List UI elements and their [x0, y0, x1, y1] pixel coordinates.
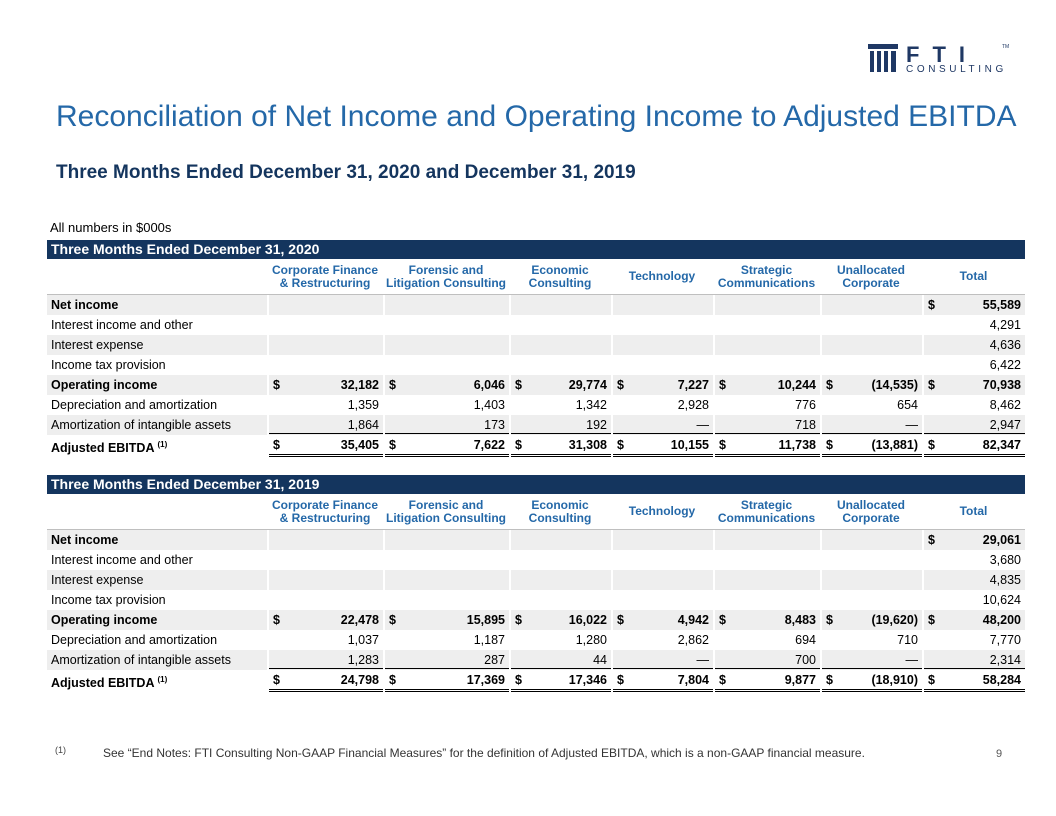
cell-value: 8,483	[784, 613, 816, 627]
row-label	[47, 570, 267, 590]
table-cell	[267, 395, 383, 415]
table-cell	[383, 530, 509, 550]
cell-value: 710	[897, 633, 918, 647]
row-label	[47, 415, 267, 435]
cell-value: 35,405	[340, 438, 379, 452]
table-cell	[267, 670, 383, 692]
cell-value: 8,462	[989, 398, 1021, 412]
row-label-text: Net income	[51, 533, 119, 547]
dollar-sign: $	[389, 673, 396, 687]
cell-value: 55,589	[982, 298, 1021, 312]
table-cell	[922, 630, 1025, 650]
table-cell	[611, 295, 713, 315]
table-cell	[383, 550, 509, 570]
table-cell	[611, 415, 713, 435]
table-cell	[713, 295, 820, 315]
cell-value: 6,422	[989, 358, 1021, 372]
row-label-text: Income tax provision	[51, 593, 166, 607]
table-cell	[922, 590, 1025, 610]
table-cell	[267, 550, 383, 570]
table-cell	[383, 315, 509, 335]
dollar-sign: $	[273, 613, 280, 627]
table-cell	[820, 610, 922, 630]
cell-value: —	[905, 653, 918, 667]
table-cell	[383, 650, 509, 670]
table-cell	[509, 570, 611, 590]
table-cell	[820, 590, 922, 610]
cell-value: 10,244	[777, 378, 816, 392]
footnote-marker: (1)	[55, 745, 66, 755]
cell-value: 44	[593, 653, 607, 667]
table-cell	[383, 630, 509, 650]
table-cell	[713, 610, 820, 630]
footnote-text: See “End Notes: FTI Consulting Non-GAAP Financial Measures” for the definition of Adjusted EBITDA, which is a non-GAAP financial measure.	[103, 746, 865, 760]
table-cell	[820, 395, 922, 415]
cell-value: 29,061	[982, 533, 1021, 547]
table-cell	[820, 650, 922, 670]
table-cell	[820, 295, 922, 315]
table-cell	[383, 375, 509, 395]
table-cell	[509, 550, 611, 570]
table-cell	[922, 355, 1025, 375]
table-row	[47, 315, 1025, 335]
table-row	[47, 590, 1025, 610]
column-header: Corporate Finance & Restructuring	[271, 497, 379, 525]
cell-value: 17,346	[568, 673, 607, 687]
dollar-sign: $	[826, 673, 833, 687]
cell-value: (18,910)	[871, 673, 918, 687]
table-cell	[922, 435, 1025, 457]
cell-value: 4,942	[677, 613, 709, 627]
table-cell	[267, 630, 383, 650]
table-cell	[922, 335, 1025, 355]
table-cell	[820, 435, 922, 457]
table-cell	[713, 570, 820, 590]
row-label-text: Operating income	[51, 613, 158, 627]
table-cell	[713, 630, 820, 650]
table-cell	[611, 670, 713, 692]
table-cell	[383, 590, 509, 610]
table-cell	[713, 590, 820, 610]
dollar-sign: $	[928, 298, 935, 312]
row-label	[47, 395, 267, 415]
table-cell	[267, 590, 383, 610]
cell-value: 58,284	[982, 673, 1021, 687]
row-label	[47, 650, 267, 670]
cell-value: (14,535)	[871, 378, 918, 392]
table-cell	[611, 570, 713, 590]
table-cell	[713, 395, 820, 415]
table-row	[47, 670, 1025, 692]
cell-value: 10,624	[982, 593, 1021, 607]
row-label	[47, 335, 267, 355]
table-row	[47, 415, 1025, 435]
table-cell	[611, 630, 713, 650]
table-row	[47, 610, 1025, 630]
table-cell	[383, 415, 509, 435]
row-label	[47, 530, 267, 550]
table-section-2020	[47, 240, 1025, 457]
row-label-text: Amortization of intangible assets	[51, 653, 231, 667]
cell-value: 6,046	[473, 378, 505, 392]
table-cell	[820, 670, 922, 692]
cell-value: 654	[897, 398, 918, 412]
cell-value: 1,283	[347, 653, 379, 667]
cell-value: 82,347	[982, 438, 1021, 452]
cell-value: 7,622	[473, 438, 505, 452]
cell-value: 48,200	[982, 613, 1021, 627]
dollar-sign: $	[273, 378, 280, 392]
table-cell	[383, 355, 509, 375]
dollar-sign: $	[389, 438, 396, 452]
table-cell	[509, 415, 611, 435]
table-row	[47, 375, 1025, 395]
cell-value: 1,359	[347, 398, 379, 412]
table-cell	[267, 610, 383, 630]
table-cell	[713, 650, 820, 670]
dollar-sign: $	[273, 438, 280, 452]
table-cell	[922, 375, 1025, 395]
table-cell	[509, 650, 611, 670]
dollar-sign: $	[515, 438, 522, 452]
row-label-text: Net income	[51, 298, 119, 312]
column-header: Corporate Finance & Restructuring	[271, 262, 379, 290]
table-cell	[922, 530, 1025, 550]
logo-wordmark: FTI	[906, 42, 978, 67]
row-label	[47, 315, 267, 335]
table-cell	[820, 375, 922, 395]
column-headers	[47, 494, 1025, 530]
cell-value: 3,680	[989, 553, 1021, 567]
dollar-sign: $	[515, 673, 522, 687]
table-cell	[509, 375, 611, 395]
table-cell	[267, 375, 383, 395]
row-label	[47, 295, 267, 315]
cell-value: 2,947	[989, 418, 1021, 432]
page-subtitle: Three Months Ended December 31, 2020 and December 31, 2019	[56, 162, 636, 183]
row-label-text: Amortization of intangible assets	[51, 418, 231, 432]
cell-value: 4,636	[989, 338, 1021, 352]
table-cell	[383, 335, 509, 355]
cell-value: —	[696, 418, 709, 432]
table-cell	[267, 435, 383, 457]
dollar-sign: $	[826, 613, 833, 627]
cell-value: 7,804	[677, 673, 709, 687]
table-cell	[611, 395, 713, 415]
table-cell	[267, 570, 383, 590]
row-label	[47, 550, 267, 570]
table-cell	[820, 415, 922, 435]
table-cell	[922, 295, 1025, 315]
column-header: Total	[959, 504, 988, 518]
table-cell	[922, 395, 1025, 415]
row-label-text: Interest income and other	[51, 553, 193, 567]
table-cell	[922, 650, 1025, 670]
page-title: Reconciliation of Net Income and Operating Income to Adjusted EBITDA	[56, 100, 1017, 133]
table-cell	[820, 335, 922, 355]
table-cell	[922, 415, 1025, 435]
cell-value: —	[696, 653, 709, 667]
table-row	[47, 295, 1025, 315]
column-header: Economic Consulting	[528, 497, 592, 525]
table-cell	[713, 530, 820, 550]
cell-value: 1,280	[575, 633, 607, 647]
cell-value: (13,881)	[871, 438, 918, 452]
table-row	[47, 650, 1025, 670]
row-label-text: Interest expense	[51, 338, 144, 352]
table-cell	[267, 295, 383, 315]
cell-value: 7,227	[677, 378, 709, 392]
row-label-text: Adjusted EBITDA	[51, 676, 155, 691]
table-cell	[713, 435, 820, 457]
row-label	[47, 435, 267, 457]
table-cell	[267, 530, 383, 550]
table-row	[47, 630, 1025, 650]
column-header: Strategic Communications	[717, 497, 816, 525]
table-cell	[713, 415, 820, 435]
table-cell	[611, 530, 713, 550]
units-note: All numbers in $000s	[50, 220, 172, 235]
table-cell	[922, 670, 1025, 692]
cell-value: —	[905, 418, 918, 432]
cell-value: 70,938	[982, 378, 1021, 392]
cell-value: 10,155	[670, 438, 709, 452]
table-cell	[509, 610, 611, 630]
table-cell	[267, 335, 383, 355]
row-label-text: Interest income and other	[51, 318, 193, 332]
table-row	[47, 435, 1025, 457]
dollar-sign: $	[617, 438, 624, 452]
row-label	[47, 375, 267, 395]
fti-consulting-logo	[868, 44, 1008, 74]
table-cell	[820, 630, 922, 650]
logo-subtext: CONSULTING	[906, 64, 1007, 75]
table-cell	[820, 570, 922, 590]
table-cell	[267, 415, 383, 435]
row-label	[47, 670, 267, 692]
table-cell	[509, 435, 611, 457]
row-label-text: Income tax provision	[51, 358, 166, 372]
table-cell	[267, 315, 383, 335]
dollar-sign: $	[719, 613, 726, 627]
section-header: Three Months Ended December 31, 2020	[47, 240, 1025, 259]
dollar-sign: $	[928, 438, 935, 452]
dollar-sign: $	[928, 613, 935, 627]
dollar-sign: $	[515, 613, 522, 627]
cell-value: 192	[586, 418, 607, 432]
table-cell	[611, 355, 713, 375]
table-cell	[713, 670, 820, 692]
table-cell	[713, 375, 820, 395]
cell-value: 1,864	[347, 418, 379, 432]
cell-value: 718	[795, 418, 816, 432]
table-cell	[509, 630, 611, 650]
dollar-sign: $	[928, 378, 935, 392]
column-header: Forensic and Litigation Consulting	[386, 497, 506, 525]
row-label	[47, 355, 267, 375]
cell-value: 32,182	[340, 378, 379, 392]
table-row	[47, 335, 1025, 355]
dollar-sign: $	[719, 438, 726, 452]
cell-value: 1,187	[473, 633, 505, 647]
table-cell	[611, 650, 713, 670]
row-label-text: Depreciation and amortization	[51, 633, 218, 647]
page-number: 9	[996, 748, 1003, 760]
cell-value: 2,862	[677, 633, 709, 647]
column-header: Unallocated Corporate	[836, 262, 905, 290]
table-cell	[509, 590, 611, 610]
dollar-sign: $	[617, 673, 624, 687]
cell-value: 2,928	[677, 398, 709, 412]
cell-value: 4,291	[989, 318, 1021, 332]
cell-value: (19,620)	[871, 613, 918, 627]
table-cell	[713, 315, 820, 335]
cell-value: 9,877	[784, 673, 816, 687]
fti-pillar-icon	[868, 44, 898, 72]
table-cell	[922, 315, 1025, 335]
table-row	[47, 550, 1025, 570]
dollar-sign: $	[826, 378, 833, 392]
table-cell	[611, 335, 713, 355]
row-label-text: Interest expense	[51, 573, 144, 587]
cell-value: 17,369	[466, 673, 505, 687]
cell-value: 24,798	[340, 673, 379, 687]
dollar-sign: $	[826, 438, 833, 452]
cell-value: 22,478	[340, 613, 379, 627]
table-cell	[611, 375, 713, 395]
table-cell	[922, 570, 1025, 590]
column-headers	[47, 259, 1025, 295]
cell-value: 1,403	[473, 398, 505, 412]
table-cell	[611, 315, 713, 335]
table-cell	[509, 295, 611, 315]
row-label-text: Depreciation and amortization	[51, 398, 218, 412]
column-header: Unallocated Corporate	[836, 497, 905, 525]
table-cell	[509, 670, 611, 692]
table-cell	[267, 650, 383, 670]
cell-value: 776	[795, 398, 816, 412]
row-label	[47, 590, 267, 610]
table-cell	[509, 335, 611, 355]
column-header: Economic Consulting	[528, 262, 592, 290]
footnote-ref: (1)	[157, 440, 168, 449]
dollar-sign: $	[928, 533, 935, 547]
cell-value: 29,774	[568, 378, 607, 392]
table-cell	[922, 550, 1025, 570]
table-cell	[713, 550, 820, 570]
table-row	[47, 355, 1025, 375]
cell-value: 11,738	[778, 438, 816, 452]
table-cell	[820, 315, 922, 335]
cell-value: 31,308	[568, 438, 607, 452]
cell-value: 700	[795, 653, 816, 667]
cell-value: 4,835	[989, 573, 1021, 587]
table-section-2019	[47, 475, 1025, 692]
table-cell	[383, 435, 509, 457]
table-cell	[509, 530, 611, 550]
table-cell	[611, 550, 713, 570]
table-cell	[383, 295, 509, 315]
logo-trademark: TM	[1002, 44, 1010, 50]
table-cell	[611, 435, 713, 457]
cell-value: 2,314	[989, 653, 1021, 667]
table-row	[47, 570, 1025, 590]
cell-value: 173	[484, 418, 505, 432]
cell-value: 15,895	[466, 613, 505, 627]
table-cell	[509, 355, 611, 375]
table-cell	[820, 355, 922, 375]
section-header: Three Months Ended December 31, 2019	[47, 475, 1025, 494]
table-cell	[922, 610, 1025, 630]
cell-value: 287	[484, 653, 505, 667]
cell-value: 694	[795, 633, 816, 647]
dollar-sign: $	[389, 378, 396, 392]
dollar-sign: $	[719, 378, 726, 392]
dollar-sign: $	[719, 673, 726, 687]
dollar-sign: $	[617, 613, 624, 627]
table-cell	[611, 590, 713, 610]
cell-value: 1,342	[575, 398, 607, 412]
dollar-sign: $	[389, 613, 396, 627]
column-header: Technology	[628, 269, 696, 283]
column-header: Total	[959, 269, 988, 283]
dollar-sign: $	[515, 378, 522, 392]
table-cell	[820, 530, 922, 550]
dollar-sign: $	[928, 673, 935, 687]
footnote-ref: (1)	[157, 675, 168, 684]
table-cell	[383, 395, 509, 415]
table-row	[47, 395, 1025, 415]
table-cell	[611, 610, 713, 630]
column-header: Technology	[628, 504, 696, 518]
row-label-text: Operating income	[51, 378, 158, 392]
row-label-text: Adjusted EBITDA	[51, 441, 155, 456]
cell-value: 7,770	[989, 633, 1021, 647]
row-label	[47, 630, 267, 650]
table-cell	[820, 550, 922, 570]
column-header: Forensic and Litigation Consulting	[386, 262, 506, 290]
table-cell	[383, 670, 509, 692]
cell-value: 1,037	[347, 633, 379, 647]
table-cell	[509, 395, 611, 415]
table-cell	[383, 610, 509, 630]
table-cell	[713, 335, 820, 355]
table-cell	[267, 355, 383, 375]
row-label	[47, 610, 267, 630]
table-row	[47, 530, 1025, 550]
column-header: Strategic Communications	[717, 262, 816, 290]
table-cell	[383, 570, 509, 590]
table-cell	[713, 355, 820, 375]
dollar-sign: $	[617, 378, 624, 392]
dollar-sign: $	[273, 673, 280, 687]
cell-value: 16,022	[568, 613, 607, 627]
table-cell	[509, 315, 611, 335]
